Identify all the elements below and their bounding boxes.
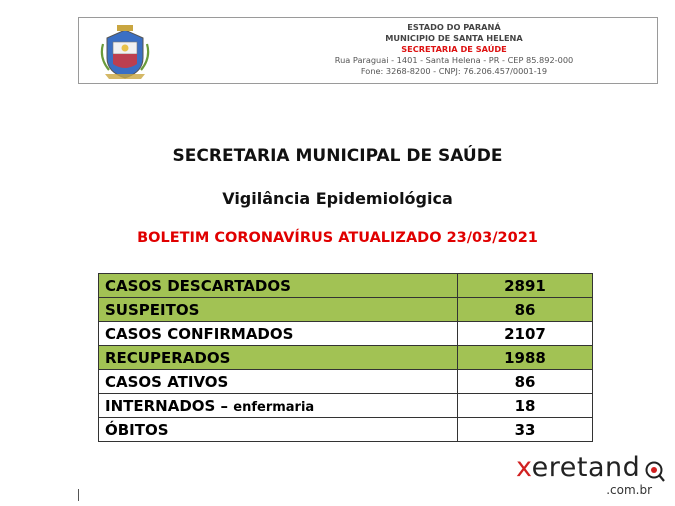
table-row [99, 322, 593, 346]
table-row [99, 274, 593, 298]
table-row [99, 394, 593, 418]
table-row [99, 370, 593, 394]
table-row [99, 346, 593, 370]
row-label-text: ÓBITOS [105, 420, 169, 439]
table-row [99, 418, 593, 442]
page-title: SECRETARIA MUNICIPAL DE SAÚDE [172, 146, 503, 166]
page-margin-mark [78, 489, 79, 501]
municipal-crest-icon [99, 24, 151, 80]
letterhead-contact: Fone: 3268-8200 - CNPJ: 76.206.457/0001-19 [360, 66, 548, 76]
row-value: 33 [458, 418, 593, 442]
watermark-logo [516, 452, 666, 502]
row-label [99, 274, 458, 298]
letterhead [78, 17, 658, 84]
row-value: 86 [458, 370, 593, 394]
row-label-text: CASOS ATIVOS [105, 372, 229, 391]
letterhead-state: ESTADO DO PARANÁ [407, 22, 501, 32]
letterhead-address: Rua Paraguai - 1401 - Santa Helena - PR - CEP 85.892-000 [334, 55, 574, 65]
row-sublabel: enfermaria [233, 399, 315, 415]
covid-stats-table [98, 273, 593, 442]
row-label-text: RECUPERADOS [105, 348, 231, 367]
letterhead-secretariat: SECRETARIA DE SAÚDE [401, 44, 507, 54]
row-label [99, 346, 458, 370]
eye-magnifier-icon [644, 460, 666, 484]
row-label [99, 394, 458, 418]
watermark-brand-rest: eretand [531, 452, 641, 483]
watermark-brand [516, 452, 640, 483]
page-subtitle: Vigilância Epidemiológica [222, 189, 453, 208]
letterhead-text [269, 22, 639, 77]
row-value: 2107 [458, 322, 593, 346]
watermark-brand-x: x [516, 452, 532, 483]
letterhead-municipality: MUNICIPIO DE SANTA HELENA [385, 33, 523, 43]
row-value: 1988 [458, 346, 593, 370]
row-value: 2891 [458, 274, 593, 298]
bulletin-heading: BOLETIM CORONAVÍRUS ATUALIZADO 23/03/2021 [137, 230, 538, 246]
row-label [99, 370, 458, 394]
table-row [99, 298, 593, 322]
row-label-text: CASOS DESCARTADOS [105, 276, 291, 295]
row-label [99, 322, 458, 346]
row-value: 86 [458, 298, 593, 322]
row-label [99, 298, 458, 322]
watermark-domain: .com.br [606, 483, 652, 497]
row-label-text: CASOS CONFIRMADOS [105, 324, 294, 343]
row-label-text: SUSPEITOS [105, 300, 200, 319]
row-label-text: INTERNADOS – [105, 396, 234, 415]
row-label [99, 418, 458, 442]
row-value: 18 [458, 394, 593, 418]
